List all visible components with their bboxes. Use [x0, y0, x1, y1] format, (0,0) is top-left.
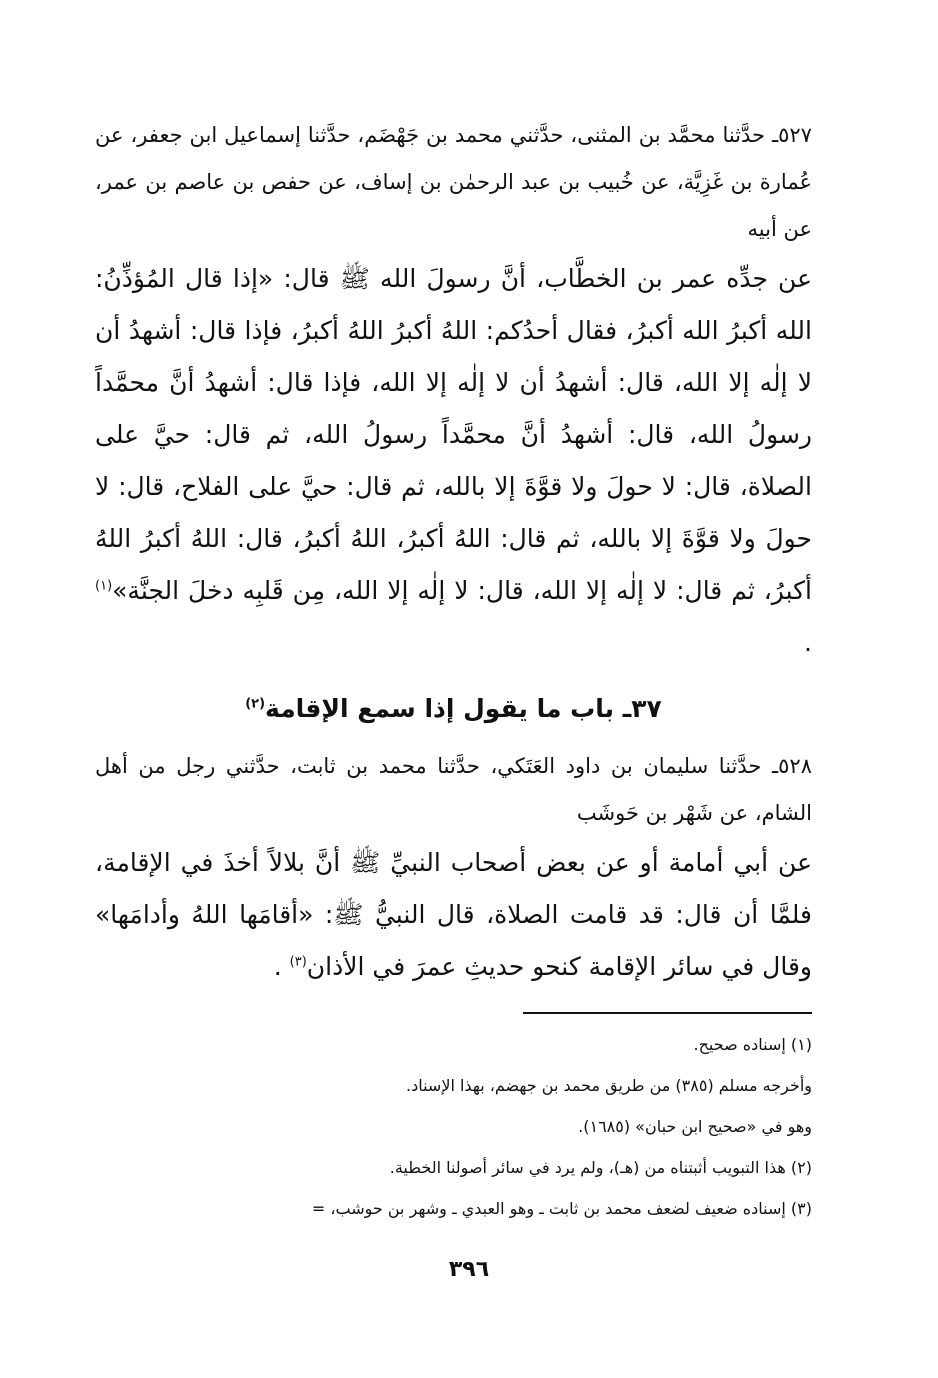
- hadith-527-end: .: [804, 628, 812, 657]
- hadith-527-matn: [95, 253, 812, 669]
- footnote-text: وهو في «صحيح ابن حبان» (١٦٨٥).: [578, 1117, 812, 1136]
- footnote-item: [212, 1024, 812, 1065]
- hadith-527-isnad: ٥٢٧ـ حدَّثنا محمَّد بن المثنى، حدَّثني محمد بن جَهْضَم، حدَّثنا إسماعيل ابن جعفر، عن عُمارة بن غَزِيَّة، عن خُبيب بن عبد الرحمٰن بن إساف، عن حفص بن عاصم بن عمر، عن أبيه: [95, 123, 812, 241]
- page-number: ٣٩٦: [448, 1257, 490, 1282]
- hadith-528-end: .: [273, 952, 282, 981]
- footnote-label: (٣): [790, 1199, 812, 1218]
- footnote-item: [212, 1147, 812, 1188]
- chapter-title: ٣٧ـ باب ما يقول إذا سمع الإقامة: [265, 694, 662, 723]
- footnotes: [212, 1024, 812, 1229]
- footnote-item: [212, 1106, 812, 1147]
- footnote-ref-3[interactable]: (٣): [289, 954, 307, 970]
- footnote-text: وأخرجه مسلم (٣٨٥) من طريق محمد بن جهضم، بهذا الإسناد.: [406, 1076, 812, 1095]
- footnote-text: إسناده ضعيف لضعف محمد بن ثابت ـ وهو العبدي ـ وشهر بن حوشب، =: [311, 1199, 786, 1218]
- hadith-528-matn: [95, 837, 812, 993]
- footnote-label: (٢): [790, 1158, 812, 1177]
- page-body: [95, 112, 812, 993]
- chapter-heading: [95, 683, 812, 735]
- footnote-text: إسناده صحيح.: [693, 1035, 786, 1054]
- hadith-528-isnad: ٥٢٨ـ حدَّثنا سليمان بن داود العَتَكي، حدَّثنا محمد بن ثابت، حدَّثني رجل من أهل الشام، عن شَهْر بن حَوشَب: [95, 754, 812, 825]
- footnote-separator: [523, 1012, 812, 1014]
- hadith-527-matn-text: عن جدِّه عمر بن الخطَّاب، أنَّ رسولَ الله ﷺ قال: «إذا قال المُؤذِّنُ: الله أكبرُ الله أكبرُ، فقال أحدُكم: اللهُ أكبرُ اللهُ أكبرُ، فإذا قال: أشهدُ أن لا إلٰه إلا الله، قال: أشهدُ أن لا إلٰه إلا الله، فإذا قال: أشهدُ أنَّ محمَّداً رسولُ الله، قال: أشهدُ أنَّ محمَّداً رسولُ الله، ثم قال: حيَّ على الصلاة، قال: لا حولَ ولا قوَّةَ إلا بالله، ثم قال: حيَّ على الفلاح، قال: لا حولَ ولا قوَّةَ إلا بالله، ثم قال: اللهُ أكبرُ، اللهُ أكبرُ، قال: اللهُ أكبرُ اللهُ أكبرُ، ثم قال: لا إلٰه إلا الله، قال: لا إلٰه إلا الله، مِن قَلبِه دخلَ الجنَّة»: [95, 264, 812, 605]
- footnote-item: [212, 1065, 812, 1106]
- footnote-label: (١): [790, 1035, 812, 1054]
- footnote-item: [212, 1188, 812, 1229]
- hadith-528-matn-text: عن أبي أمامة أو عن بعض أصحاب النبيِّ ﷺ أنَّ بلالاً أخذَ في الإقامة، فلمَّا أن قال: قد قامت الصلاة، قال النبيُّ ﷺ: «أقامَها اللهُ وأدامَها» وقال في سائر الإقامة كنحو حديثِ عمرَ في الأذان: [95, 848, 812, 981]
- footnote-text: هذا التبويب أثبتناه من (هـ)، ولم يرد في سائر أصولنا الخطية.: [389, 1158, 786, 1177]
- footnote-ref-1[interactable]: (١): [95, 578, 113, 594]
- footnote-ref-2[interactable]: (٢): [245, 696, 266, 712]
